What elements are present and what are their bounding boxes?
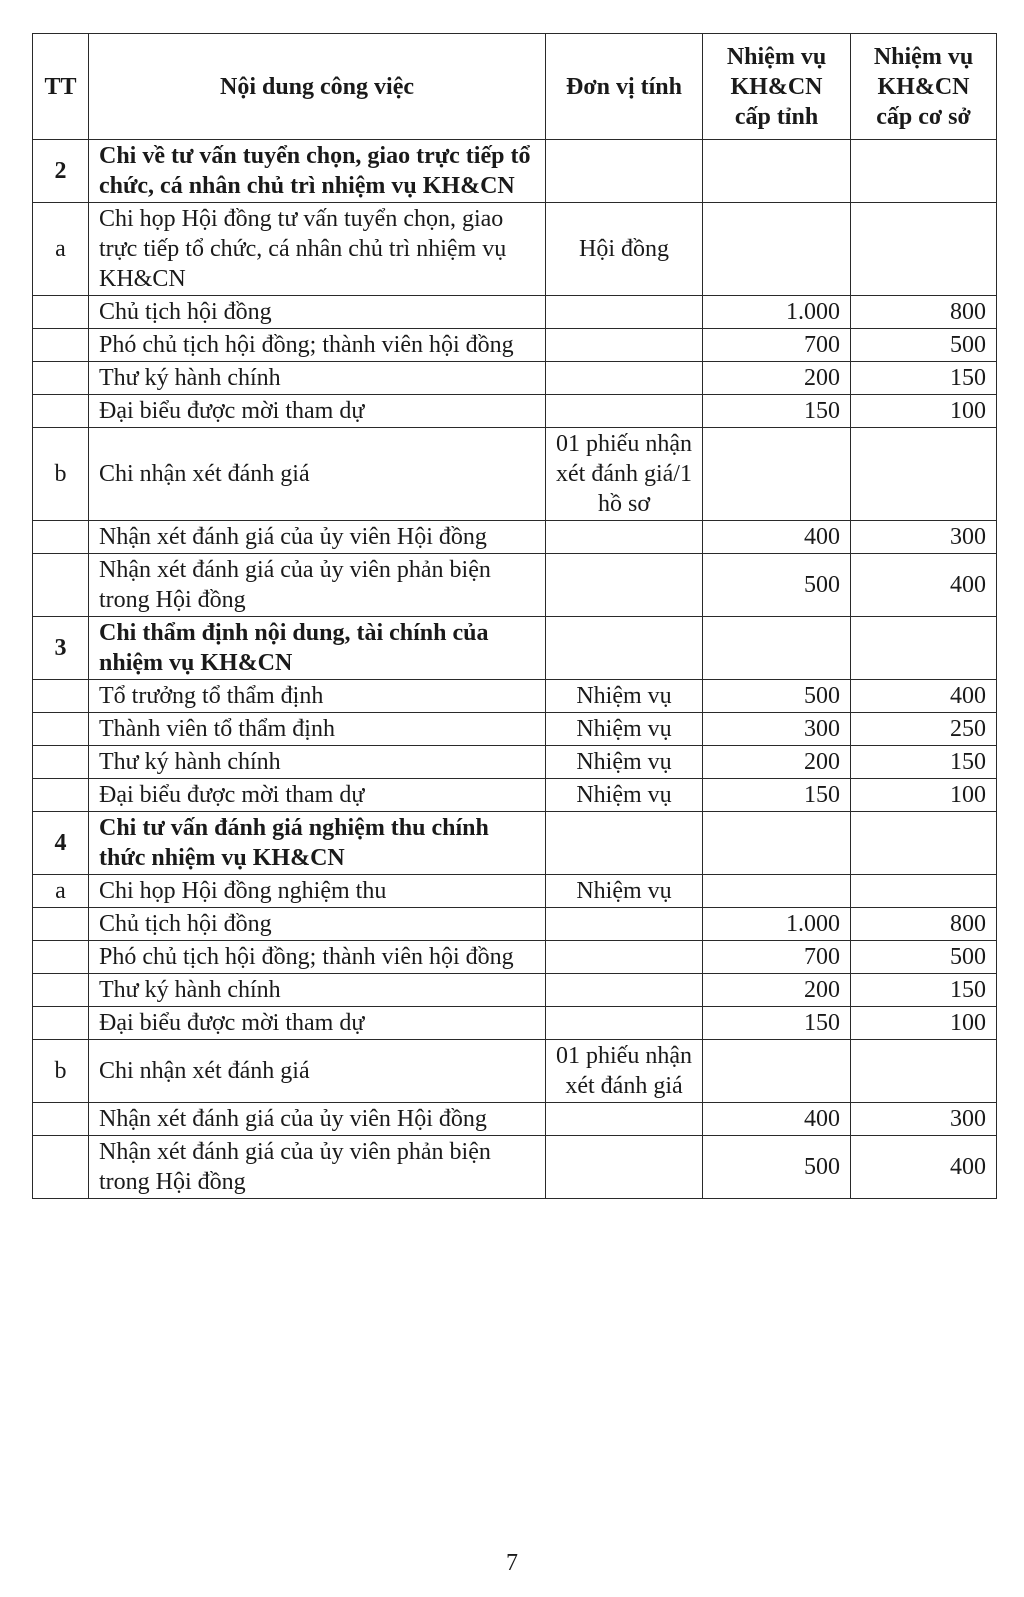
row-tt [33, 296, 89, 329]
row-unit [546, 362, 703, 395]
row-tt [33, 521, 89, 554]
row-province-value [703, 875, 851, 908]
table-row [33, 554, 997, 617]
row-unit [546, 812, 703, 875]
row-content: Chi về tư vấn tuyển chọn, giao trực tiếp tổ chức, cá nhân chủ trì nhiệm vụ KH&CN [89, 140, 546, 203]
row-unit: Nhiệm vụ [546, 746, 703, 779]
row-content: Thành viên tổ thẩm định [89, 713, 546, 746]
row-unit: Nhiệm vụ [546, 713, 703, 746]
row-tt: a [33, 203, 89, 296]
row-base-value: 300 [851, 521, 997, 554]
row-base-value [851, 812, 997, 875]
row-base-value: 300 [851, 1103, 997, 1136]
header-province: Nhiệm vụ KH&CN cấp tỉnh [703, 34, 851, 140]
table-row [33, 680, 997, 713]
row-content: Đại biểu được mời tham dự [89, 1007, 546, 1040]
row-base-value: 500 [851, 329, 997, 362]
row-province-value: 1.000 [703, 908, 851, 941]
table-row [33, 1103, 997, 1136]
row-tt [33, 1136, 89, 1199]
row-tt [33, 395, 89, 428]
row-base-value: 400 [851, 554, 997, 617]
row-content: Chi họp Hội đồng nghiệm thu [89, 875, 546, 908]
row-tt [33, 941, 89, 974]
row-base-value: 400 [851, 1136, 997, 1199]
row-unit: 01 phiếu nhận xét đánh giá/1 hồ sơ [546, 428, 703, 521]
row-tt: 3 [33, 617, 89, 680]
row-base-value: 150 [851, 746, 997, 779]
table-row [33, 329, 997, 362]
row-unit: Hội đồng [546, 203, 703, 296]
row-content: Nhận xét đánh giá của ủy viên Hội đồng [89, 521, 546, 554]
row-base-value: 800 [851, 908, 997, 941]
header-content: Nội dung công việc [89, 34, 546, 140]
row-province-value: 500 [703, 1136, 851, 1199]
table-row [33, 362, 997, 395]
row-tt: 4 [33, 812, 89, 875]
row-tt [33, 680, 89, 713]
table-header-row [33, 34, 997, 140]
row-province-value: 150 [703, 1007, 851, 1040]
header-base: Nhiệm vụ KH&CN cấp cơ sở [851, 34, 997, 140]
table-row [33, 395, 997, 428]
table-row [33, 1007, 997, 1040]
row-base-value: 250 [851, 713, 997, 746]
row-unit [546, 395, 703, 428]
row-content: Nhận xét đánh giá của ủy viên phản biện trong Hội đồng [89, 554, 546, 617]
row-tt [33, 746, 89, 779]
row-tt: b [33, 428, 89, 521]
table-row [33, 617, 997, 680]
row-content: Tổ trưởng tổ thẩm định [89, 680, 546, 713]
row-content: Thư ký hành chính [89, 362, 546, 395]
row-content: Thư ký hành chính [89, 746, 546, 779]
row-province-value [703, 617, 851, 680]
row-tt [33, 1103, 89, 1136]
row-unit: Nhiệm vụ [546, 779, 703, 812]
fee-table [32, 33, 997, 1199]
row-province-value: 150 [703, 395, 851, 428]
row-province-value [703, 812, 851, 875]
row-tt [33, 779, 89, 812]
row-unit [546, 617, 703, 680]
table-row [33, 746, 997, 779]
row-content: Đại biểu được mời tham dự [89, 395, 546, 428]
row-tt: b [33, 1040, 89, 1103]
row-province-value: 200 [703, 746, 851, 779]
row-content: Thư ký hành chính [89, 974, 546, 1007]
row-base-value [851, 203, 997, 296]
row-province-value: 700 [703, 941, 851, 974]
row-base-value: 100 [851, 779, 997, 812]
row-content: Chi thẩm định nội dung, tài chính của nhiệm vụ KH&CN [89, 617, 546, 680]
row-content: Nhận xét đánh giá của ủy viên Hội đồng [89, 1103, 546, 1136]
row-unit [546, 554, 703, 617]
table-row [33, 941, 997, 974]
row-province-value: 500 [703, 680, 851, 713]
row-base-value: 500 [851, 941, 997, 974]
row-unit [546, 140, 703, 203]
row-content: Chủ tịch hội đồng [89, 908, 546, 941]
row-unit [546, 941, 703, 974]
row-province-value: 400 [703, 521, 851, 554]
table-body [33, 140, 997, 1199]
row-content: Chi nhận xét đánh giá [89, 428, 546, 521]
row-base-value [851, 875, 997, 908]
row-content: Chi họp Hội đồng tư vấn tuyển chọn, giao trực tiếp tổ chức, cá nhân chủ trì nhiệm vụ KH&CN [89, 203, 546, 296]
row-content: Chi nhận xét đánh giá [89, 1040, 546, 1103]
row-base-value [851, 428, 997, 521]
row-tt: a [33, 875, 89, 908]
row-tt [33, 1007, 89, 1040]
row-unit [546, 974, 703, 1007]
row-content: Đại biểu được mời tham dự [89, 779, 546, 812]
row-base-value [851, 1040, 997, 1103]
table-row [33, 1136, 997, 1199]
row-base-value: 100 [851, 395, 997, 428]
row-unit: Nhiệm vụ [546, 875, 703, 908]
row-province-value [703, 140, 851, 203]
row-province-value: 200 [703, 362, 851, 395]
row-unit [546, 908, 703, 941]
row-tt [33, 908, 89, 941]
table-row [33, 140, 997, 203]
page-number: 7 [506, 1550, 518, 1576]
row-province-value: 400 [703, 1103, 851, 1136]
row-unit [546, 296, 703, 329]
row-unit: Nhiệm vụ [546, 680, 703, 713]
header-unit: Đơn vị tính [546, 34, 703, 140]
row-province-value: 500 [703, 554, 851, 617]
table-row [33, 428, 997, 521]
row-province-value [703, 428, 851, 521]
row-tt [33, 713, 89, 746]
header-tt: TT [33, 34, 89, 140]
row-tt [33, 329, 89, 362]
table-row [33, 713, 997, 746]
table-row [33, 812, 997, 875]
row-tt [33, 362, 89, 395]
row-province-value: 300 [703, 713, 851, 746]
row-tt [33, 554, 89, 617]
row-content: Chủ tịch hội đồng [89, 296, 546, 329]
row-unit [546, 521, 703, 554]
row-content: Nhận xét đánh giá của ủy viên phản biện trong Hội đồng [89, 1136, 546, 1199]
row-province-value: 700 [703, 329, 851, 362]
table-row [33, 521, 997, 554]
row-content: Phó chủ tịch hội đồng; thành viên hội đồng [89, 329, 546, 362]
row-province-value: 150 [703, 779, 851, 812]
row-tt: 2 [33, 140, 89, 203]
row-province-value [703, 1040, 851, 1103]
table-row [33, 974, 997, 1007]
row-unit [546, 329, 703, 362]
table-row [33, 875, 997, 908]
row-province-value: 200 [703, 974, 851, 1007]
table-row [33, 1040, 997, 1103]
row-unit [546, 1136, 703, 1199]
row-unit: 01 phiếu nhận xét đánh giá [546, 1040, 703, 1103]
row-base-value: 150 [851, 974, 997, 1007]
table-row [33, 908, 997, 941]
row-province-value [703, 203, 851, 296]
row-content: Phó chủ tịch hội đồng; thành viên hội đồng [89, 941, 546, 974]
row-tt [33, 974, 89, 1007]
table-row [33, 779, 997, 812]
table-row [33, 296, 997, 329]
row-content: Chi tư vấn đánh giá nghiệm thu chính thức nhiệm vụ KH&CN [89, 812, 546, 875]
row-unit [546, 1007, 703, 1040]
row-province-value: 1.000 [703, 296, 851, 329]
row-base-value: 400 [851, 680, 997, 713]
row-base-value: 100 [851, 1007, 997, 1040]
row-unit [546, 1103, 703, 1136]
row-base-value: 800 [851, 296, 997, 329]
table-row [33, 203, 997, 296]
row-base-value: 150 [851, 362, 997, 395]
row-base-value [851, 617, 997, 680]
row-base-value [851, 140, 997, 203]
